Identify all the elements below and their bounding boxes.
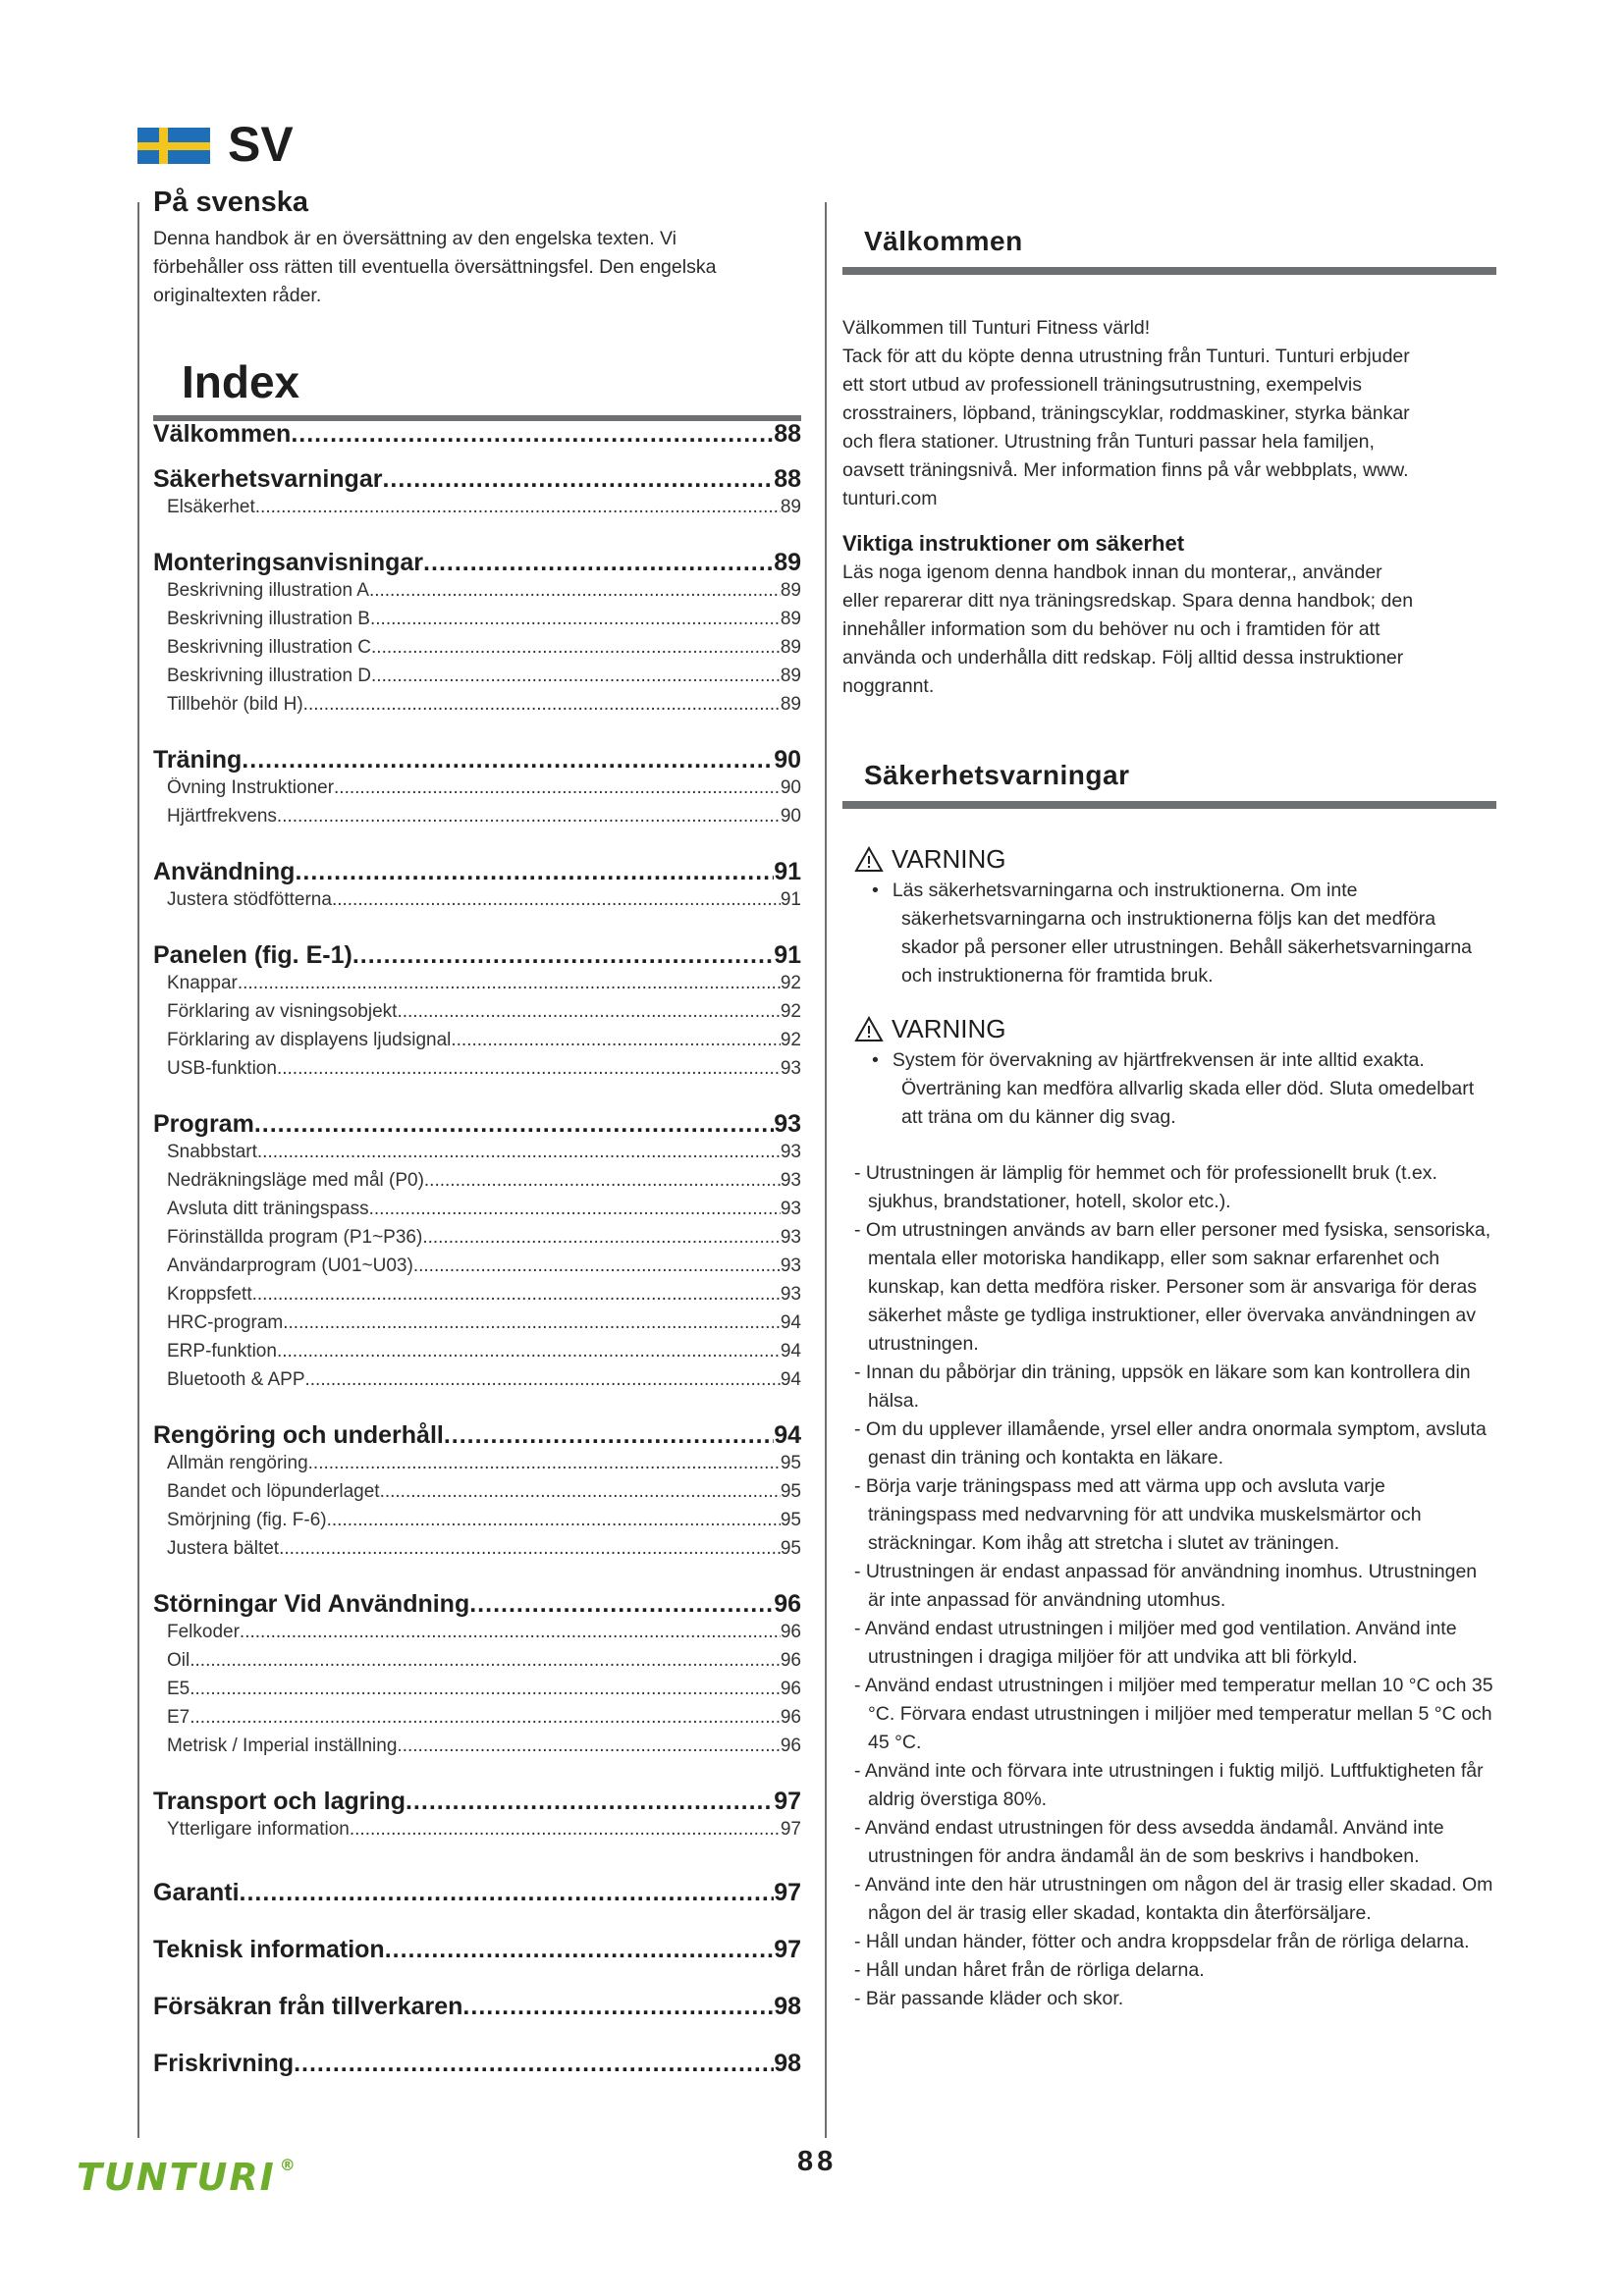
toc-section-entry[interactable] xyxy=(153,1110,801,1142)
toc-subsection-entry[interactable] xyxy=(153,1030,801,1058)
safety-list-item: - Använd endast utrustningen i miljöer med god ventilation. Använd inte utrustningen i dragiga miljöer för att undvika att bli förkyld. xyxy=(854,1618,1457,1668)
safety-list-item: - Håll undan händer, fötter och andra kroppsdelar från de rörliga delarna. xyxy=(854,1931,1470,1952)
toc-subsection-entry[interactable] xyxy=(153,1510,801,1538)
toc-page-number: 88 xyxy=(774,465,801,493)
toc-label: Förinställda program (P1~P36) xyxy=(167,1227,423,1248)
toc-label: Beskrivning illustration B xyxy=(167,609,370,629)
warning-text: • System för övervakning av hjärtfrekvensen är inte alltid exakta. Överträning kan medföra allvarlig skada eller död. Sluta omedelbart att träna om du känner dig svag. xyxy=(872,1049,1475,1128)
toc-label: Felkoder xyxy=(167,1622,240,1642)
welcome-line: Tack för att du köpte denna utrustning från Tunturi. Tunturi erbjuder xyxy=(842,346,1410,367)
toc-page-number: 96 xyxy=(780,1622,801,1642)
toc-page-number: 93 xyxy=(780,1170,801,1191)
toc-subsection-entry[interactable] xyxy=(153,637,801,666)
toc-subsection-entry[interactable] xyxy=(153,1369,801,1398)
intro-line: förbehåller oss rätten till eventuella översättningsfel. Den engelska xyxy=(153,256,717,278)
safety-list-item: - Om utrustningen används av barn eller personer med fysiska, sensoriska, mentala eller motoriska handikapp, eller som saknar erfarenhet och kunskap, kan detta medföra risker. Personer som är ansvariga för deras säkerhet måste ge tydliga instruktioner, eller övervaka användningen av utrustningen. xyxy=(854,1219,1491,1355)
tunturi-logo: TUNTURI ® xyxy=(77,2156,298,2199)
toc-subsection-entry[interactable] xyxy=(153,1058,801,1087)
toc-leader-dots xyxy=(308,1453,781,1474)
index-title: Index xyxy=(182,356,300,407)
toc-subsection-entry[interactable] xyxy=(153,1538,801,1567)
warning-text: • Läs säkerhetsvarningarna och instruktionerna. Om inte säkerhetsvarningarna och instruktionerna följs kan det medföra skador på personer eller utrustningen. Behåll säkerhetsvarningarna och instruktionerna för framtida bruk. xyxy=(872,880,1473,987)
page-number: 88 xyxy=(797,2146,838,2177)
toc-section-entry[interactable] xyxy=(153,549,801,580)
toc-label: E7 xyxy=(167,1707,190,1728)
toc-page-number: 89 xyxy=(780,609,801,629)
toc-spacer xyxy=(153,834,801,858)
warning-label: VARNING xyxy=(892,1014,1006,1043)
bullet-icon: • xyxy=(872,1049,879,1071)
warnings-heading-rule xyxy=(842,801,1496,809)
welcome-line: och flera stationer. Utrustning från Tunturi passar hela familjen, xyxy=(842,431,1375,453)
toc-page-number: 88 xyxy=(774,420,801,448)
toc-leader-dots xyxy=(255,497,781,518)
toc-page-number: 94 xyxy=(780,1312,801,1333)
toc-subsection-entry[interactable] xyxy=(153,497,801,525)
toc-label: Beskrivning illustration C xyxy=(167,637,372,658)
toc-page-number: 96 xyxy=(780,1707,801,1728)
toc-subsection-entry[interactable] xyxy=(153,1142,801,1170)
toc-leader-dots xyxy=(189,1679,781,1700)
safety-list-item: - Använd inte den här utrustningen om någon del är trasig eller skadad. Om någon del är trasig eller skadad, kontakta din återförsäljare. xyxy=(854,1874,1493,1924)
toc-label: Justera bältet xyxy=(167,1538,280,1559)
toc-label: Träning xyxy=(153,746,243,774)
toc-section-entry[interactable] xyxy=(153,420,801,452)
toc-label: Övning Instruktioner xyxy=(167,777,335,798)
toc-subsection-entry[interactable] xyxy=(153,1819,801,1847)
toc-subsection-entry[interactable] xyxy=(153,694,801,722)
toc-page-number: 93 xyxy=(780,1255,801,1276)
toc-leader-dots xyxy=(327,1510,781,1531)
toc-page-number: 89 xyxy=(774,549,801,576)
toc-spacer xyxy=(153,2024,801,2050)
toc-page-number: 92 xyxy=(780,973,801,993)
toc-label: Allmän rengöring xyxy=(167,1453,308,1473)
intro-section xyxy=(153,187,801,310)
toc-label: Rengöring och underhåll xyxy=(153,1421,444,1449)
safety-list-item: - Använd inte och förvara inte utrustningen i fuktig miljö. Luftfuktigheten får aldrig överstiga 80%. xyxy=(854,1760,1484,1810)
intro-title: På svenska xyxy=(153,187,309,218)
toc-page-number: 91 xyxy=(774,941,801,969)
toc-label: Störningar Vid Användning xyxy=(153,1590,470,1618)
toc-page-number: 91 xyxy=(774,858,801,885)
warnings-heading: Säkerhetsvarningar xyxy=(864,760,1130,790)
toc-label: Monteringsanvisningar xyxy=(153,549,424,576)
toc-label: Bluetooth & APP xyxy=(167,1369,305,1390)
toc-leader-dots xyxy=(283,1312,781,1334)
toc-page-number: 91 xyxy=(780,889,801,910)
toc-leader-dots xyxy=(397,1001,780,1023)
toc-label: Transport och lagring xyxy=(153,1788,406,1815)
safety-instructions xyxy=(842,529,1496,701)
safety-list-item: - Använd endast utrustningen i miljöer med temperatur mellan 10 °C och 35 °C. Förvara endast utrustningen i miljöer med temperatur mellan 5 °C och 45 °C. xyxy=(854,1675,1493,1753)
toc-page-number: 96 xyxy=(780,1679,801,1699)
welcome-line: crosstrainers, löpband, träningscyklar, roddmaskiner, styrka bänkar xyxy=(842,402,1410,424)
toc-section-entry[interactable] xyxy=(153,1879,801,1910)
toc-page-number: 89 xyxy=(780,580,801,601)
toc-page-number: 92 xyxy=(780,1030,801,1050)
toc-label: Försäkran från tillverkaren xyxy=(153,1993,463,2020)
warning-triangle-icon xyxy=(854,846,884,873)
welcome-line: oavsett träningsnivå. Mer information finns på vår webbplats, www. xyxy=(842,459,1409,481)
toc-leader-dots xyxy=(294,2050,774,2078)
safety-list-item: - Håll undan håret från de rörliga delarna. xyxy=(854,1959,1205,1981)
left-column-rule xyxy=(137,202,139,2138)
toc-label: ERP-funktion xyxy=(167,1341,277,1362)
toc-page-number: 90 xyxy=(780,777,801,798)
toc-subsection-entry[interactable] xyxy=(153,973,801,1001)
toc-leader-dots xyxy=(413,1255,781,1277)
toc-page-number: 89 xyxy=(780,637,801,658)
toc-page-number: 97 xyxy=(774,1936,801,1963)
toc-page-number: 98 xyxy=(774,2050,801,2077)
toc-label: Oil xyxy=(167,1650,190,1671)
toc-leader-dots xyxy=(334,777,781,799)
toc-leader-dots xyxy=(303,694,781,716)
toc-label: Garanti xyxy=(153,1879,240,1906)
toc-label: Användarprogram (U01~U03) xyxy=(167,1255,413,1276)
toc-page-number: 94 xyxy=(774,1421,801,1449)
safety-line: innehåller information som du behöver nu och i framtiden för att xyxy=(842,618,1380,640)
toc-subsection-entry[interactable] xyxy=(153,1679,801,1707)
safety-list-item: - Innan du påbörjar din träning, uppsök en läkare som kan kontrollera din hälsa. xyxy=(854,1362,1471,1412)
toc-page-number: 94 xyxy=(780,1341,801,1362)
toc-label: Snabbstart xyxy=(167,1142,257,1162)
toc-page-number: 93 xyxy=(780,1284,801,1305)
toc-page-number: 95 xyxy=(780,1453,801,1473)
toc-leader-dots xyxy=(242,746,774,774)
warning-header xyxy=(854,1014,1496,1044)
toc-page-number: 98 xyxy=(774,1993,801,2020)
toc-page-number: 92 xyxy=(780,1001,801,1022)
safety-list-item: - Använd endast utrustningen för dess avsedda ändamål. Använd inte utrustningen för andra ändamål än de som beskrivs i handboken. xyxy=(854,1817,1444,1867)
toc-leader-dots xyxy=(397,1735,780,1757)
toc-page-number: 97 xyxy=(774,1788,801,1815)
toc-page-number: 93 xyxy=(780,1227,801,1248)
welcome-line: ett stort utbud av professionell träningsutrustning, exempelvis xyxy=(842,374,1362,396)
toc-spacer xyxy=(153,722,801,746)
toc-leader-dots xyxy=(277,1341,781,1362)
toc-label: Förklaring av visningsobjekt xyxy=(167,1001,398,1022)
toc-label: Tillbehör (bild H) xyxy=(167,694,303,715)
toc-leader-dots xyxy=(240,1879,775,1907)
toc-spacer xyxy=(153,1398,801,1421)
toc-subsection-entry[interactable] xyxy=(153,1255,801,1284)
toc-label: Förklaring av displayens ljudsignal xyxy=(167,1030,452,1050)
right-column xyxy=(842,226,1496,2013)
toc-leader-dots xyxy=(371,666,781,687)
toc-label: E5 xyxy=(167,1679,190,1699)
warning-triangle-icon xyxy=(854,1016,884,1042)
toc-label: Avsluta ditt träningspass xyxy=(167,1199,369,1219)
safety-list-item: - Bär passande kläder och skor. xyxy=(854,1988,1124,2009)
toc-label: Elsäkerhet xyxy=(167,497,255,517)
toc-leader-dots xyxy=(189,1650,781,1672)
toc-leader-dots xyxy=(371,637,781,659)
toc-label: Teknisk information xyxy=(153,1936,385,1963)
toc-leader-dots xyxy=(422,1227,781,1249)
toc-leader-dots xyxy=(369,580,781,602)
toc-leader-dots xyxy=(451,1030,780,1051)
toc-label: Hjärtfrekvens xyxy=(167,806,277,827)
toc-leader-dots xyxy=(352,941,774,970)
toc-subsection-entry[interactable] xyxy=(153,1170,801,1199)
toc-section-entry[interactable] xyxy=(153,1590,801,1622)
language-code: SV xyxy=(228,117,294,172)
toc-section-entry[interactable] xyxy=(153,858,801,889)
toc-leader-dots xyxy=(305,1369,781,1391)
toc-spacer xyxy=(153,525,801,549)
toc-leader-dots xyxy=(257,1142,781,1163)
toc-section-entry[interactable] xyxy=(153,2050,801,2081)
toc-section-entry[interactable] xyxy=(153,941,801,973)
safety-heading: Viktiga instruktioner om säkerhet xyxy=(842,531,1185,556)
toc-leader-dots xyxy=(369,1199,781,1220)
swedish-flag-icon xyxy=(137,128,210,164)
toc-leader-dots xyxy=(254,1110,774,1139)
safety-line: eller reparerar ditt nya träningsredskap. Spara denna handbok; den xyxy=(842,590,1414,612)
safety-list-item: - Utrustningen är endast anpassad för användning inomhus. Utrustningen är inte anpassad för användning utomhus. xyxy=(854,1561,1478,1611)
toc-leader-dots xyxy=(424,1170,781,1192)
intro-line: Denna handbok är en översättning av den engelska texten. Vi xyxy=(153,228,677,249)
toc-subsection-entry[interactable] xyxy=(153,1001,801,1030)
toc-label: Smörjning (fig. F-6) xyxy=(167,1510,327,1530)
toc-page-number: 94 xyxy=(780,1369,801,1390)
toc-leader-dots xyxy=(462,1993,774,2021)
toc-spacer xyxy=(153,1764,801,1788)
toc-subsection-entry[interactable] xyxy=(153,1650,801,1679)
toc-label: Ytterligare information xyxy=(167,1819,350,1840)
toc-label: Program xyxy=(153,1110,254,1138)
welcome-heading: Välkommen xyxy=(864,226,1023,256)
toc-page-number: 97 xyxy=(774,1879,801,1906)
toc-page-number: 95 xyxy=(780,1538,801,1559)
toc-spacer xyxy=(153,1967,801,1993)
toc-spacer xyxy=(153,1087,801,1110)
bullet-icon: • xyxy=(872,880,879,901)
toc-section-entry[interactable] xyxy=(153,1993,801,2024)
toc-leader-dots xyxy=(240,1622,781,1643)
toc-leader-dots xyxy=(332,889,781,911)
toc-label: Beskrivning illustration A xyxy=(167,580,369,601)
toc-section-entry[interactable] xyxy=(153,1936,801,1967)
toc-subsection-entry[interactable] xyxy=(153,806,801,834)
toc-page-number: 95 xyxy=(780,1481,801,1502)
toc-leader-dots xyxy=(238,973,781,994)
toc-leader-dots xyxy=(277,1058,781,1080)
welcome-body xyxy=(842,314,1496,513)
toc-section-entry[interactable] xyxy=(153,746,801,777)
toc-spacer xyxy=(153,1567,801,1590)
warning-header xyxy=(854,844,1496,875)
toc-subsection-entry[interactable] xyxy=(153,1735,801,1764)
safety-line: Läs noga igenom denna handbok innan du monterar,, använder xyxy=(842,561,1382,583)
toc-page-number: 90 xyxy=(774,746,801,774)
toc-subsection-entry[interactable] xyxy=(153,1481,801,1510)
toc-leader-dots xyxy=(252,1284,781,1306)
toc-page-number: 93 xyxy=(780,1199,801,1219)
toc-subsection-entry[interactable] xyxy=(153,777,801,806)
warning-block-2 xyxy=(842,1014,1496,1132)
toc-page-number: 97 xyxy=(780,1819,801,1840)
toc-label: Metrisk / Imperial inställning xyxy=(167,1735,398,1756)
toc-label: Panelen (fig. E-1) xyxy=(153,941,352,969)
welcome-heading-rule xyxy=(842,267,1496,275)
welcome-line: Välkommen till Tunturi Fitness värld! xyxy=(842,317,1151,339)
toc-spacer xyxy=(153,918,801,941)
safety-list xyxy=(842,1159,1496,2013)
toc-page-number: 96 xyxy=(774,1590,801,1618)
toc-subsection-entry[interactable] xyxy=(153,889,801,918)
toc-label: Knappar xyxy=(167,973,238,993)
toc-leader-dots xyxy=(291,420,774,449)
toc-label: Justera stödfötterna xyxy=(167,889,332,910)
toc-spacer xyxy=(153,1910,801,1936)
toc-subsection-entry[interactable] xyxy=(153,1707,801,1735)
safety-line: använda och underhålla ditt redskap. Följ alltid dessa instruktioner xyxy=(842,647,1404,668)
toc-leader-dots xyxy=(380,1481,781,1503)
toc-label: Kroppsfett xyxy=(167,1284,252,1305)
toc-subsection-entry[interactable] xyxy=(153,1312,801,1341)
toc-leader-dots xyxy=(385,1936,775,1964)
toc-leader-dots xyxy=(444,1421,774,1450)
right-column-rule xyxy=(825,202,827,2138)
toc-subsection-entry[interactable] xyxy=(153,1341,801,1369)
toc-page-number: 90 xyxy=(780,806,801,827)
toc-leader-dots xyxy=(406,1788,774,1816)
toc-subsection-entry[interactable] xyxy=(153,580,801,609)
toc-leader-dots xyxy=(189,1707,781,1729)
toc-subsection-entry[interactable] xyxy=(153,1453,801,1481)
toc-section-entry[interactable] xyxy=(153,1788,801,1819)
toc-page-number: 96 xyxy=(780,1650,801,1671)
warning-block-1 xyxy=(842,844,1496,990)
toc-leader-dots xyxy=(295,858,774,886)
toc-leader-dots xyxy=(279,1538,781,1560)
toc-spacer xyxy=(153,452,801,465)
toc-subsection-entry[interactable] xyxy=(153,1284,801,1312)
toc-label: USB-funktion xyxy=(167,1058,277,1079)
toc-label: Beskrivning illustration D xyxy=(167,666,372,686)
toc-leader-dots xyxy=(469,1590,774,1619)
toc-page-number: 89 xyxy=(780,497,801,517)
safety-list-item: - Om du upplever illamående, yrsel eller andra onormala symptom, avsluta genast din träning och kontakta en läkare. xyxy=(854,1418,1487,1468)
toc-subsection-entry[interactable] xyxy=(153,1227,801,1255)
toc-page-number: 93 xyxy=(780,1142,801,1162)
toc-label: Säkerhetsvarningar xyxy=(153,465,383,493)
warning-label: VARNING xyxy=(892,844,1006,874)
welcome-line: tunturi.com xyxy=(842,488,938,509)
safety-list-item: - Börja varje träningspass med att värma upp och avsluta varje träningspass med nedvarvning för att undvika muskelsmärtor och sträckningar. Kom ihåg att stretcha i slutet av träningen. xyxy=(854,1475,1422,1554)
toc-page-number: 89 xyxy=(780,694,801,715)
toc-label: Användning xyxy=(153,858,296,885)
toc-page-number: 93 xyxy=(780,1058,801,1079)
toc-leader-dots xyxy=(277,806,781,828)
toc-spacer xyxy=(153,1847,801,1879)
toc-subsection-entry[interactable] xyxy=(153,666,801,694)
toc-label: Bandet och löpunderlaget xyxy=(167,1481,380,1502)
toc-label: HRC-program xyxy=(167,1312,284,1333)
toc-leader-dots xyxy=(350,1819,781,1841)
intro-line: originaltexten råder. xyxy=(153,285,322,306)
toc-page-number: 89 xyxy=(780,666,801,686)
toc-leader-dots xyxy=(382,465,774,494)
toc-section-entry[interactable] xyxy=(153,465,801,497)
toc-label: Välkommen xyxy=(153,420,292,448)
toc-subsection-entry[interactable] xyxy=(153,609,801,637)
safety-list-item: - Utrustningen är lämplig för hemmet och för professionellt bruk (t.ex. sjukhus, brandstationer, hotell, skolor etc.). xyxy=(854,1162,1437,1212)
safety-line: noggrannt. xyxy=(842,675,935,697)
toc-page-number: 96 xyxy=(780,1735,801,1756)
toc-page-number: 93 xyxy=(774,1110,801,1138)
table-of-contents xyxy=(153,420,801,2081)
toc-label: Friskrivning xyxy=(153,2050,295,2077)
toc-section-entry[interactable] xyxy=(153,1421,801,1453)
toc-leader-dots xyxy=(423,549,774,577)
toc-subsection-entry[interactable] xyxy=(153,1622,801,1650)
toc-subsection-entry[interactable] xyxy=(153,1199,801,1227)
toc-page-number: 95 xyxy=(780,1510,801,1530)
toc-label: Nedräkningsläge med mål (P0) xyxy=(167,1170,424,1191)
toc-leader-dots xyxy=(370,609,781,630)
